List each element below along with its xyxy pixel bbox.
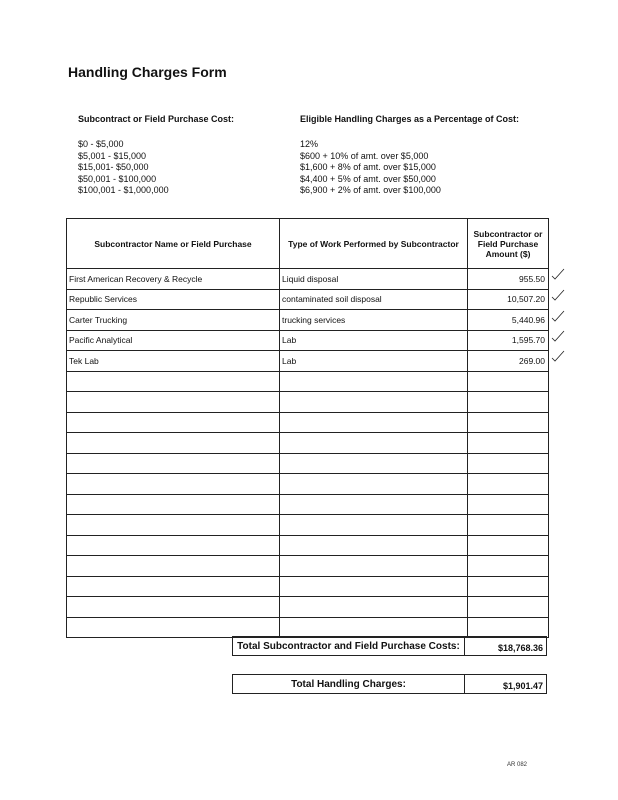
cost-range-header: Subcontract or Field Purchase Cost:: [78, 114, 235, 124]
work-cell: Liquid disposal: [280, 269, 468, 290]
name-cell: First American Recovery & Recycle: [67, 269, 280, 290]
name-column-header: Subcontractor Name or Field Purchase: [67, 219, 280, 269]
total-costs-value: $18,768.36: [497, 643, 543, 653]
table-row: [67, 330, 549, 351]
amount-cell: [468, 494, 549, 515]
cost-range-item: $5,001 - $15,000: [78, 150, 147, 161]
table-row: [67, 453, 549, 474]
amount-cell: [468, 433, 549, 454]
amount-cell: 1,595.70: [468, 330, 549, 351]
table-row: [67, 269, 549, 290]
amount-cell: 5,440.96: [468, 310, 549, 331]
amount-cell: [468, 556, 549, 577]
form-title: Handling Charges Form: [68, 64, 227, 80]
amount-cell: [468, 576, 549, 597]
table-row: [67, 392, 549, 413]
name-cell: [67, 535, 280, 556]
work-cell: [280, 617, 468, 638]
name-cell: [67, 392, 280, 413]
name-cell: [67, 453, 280, 474]
amount-cell: 10,507.20: [468, 289, 549, 310]
handling-rate-item: $600 + 10% of amt. over $5,000: [300, 150, 429, 161]
name-cell: [67, 494, 280, 515]
table-row: [67, 412, 549, 433]
amount-cell: [468, 412, 549, 433]
total-handling-label: Total Handling Charges:: [233, 675, 465, 693]
handling-rate-list: [300, 139, 441, 197]
handling-rate-item: $1,600 + 8% of amt. over $15,000: [300, 162, 436, 172]
amount-column-header: Subcontractor or Field Purchase Amount ($): [468, 219, 549, 269]
work-cell: Lab: [280, 351, 468, 372]
work-cell: Lab: [280, 330, 468, 351]
amount-cell: [468, 535, 549, 556]
cost-range-item: $15,001- $50,000: [78, 162, 149, 172]
checkmark-icon: [551, 289, 565, 301]
table-row: [67, 556, 549, 577]
work-cell: contaminated soil disposal: [280, 289, 468, 310]
table-row: [67, 535, 549, 556]
table-row: [67, 515, 549, 536]
table-row: [67, 351, 549, 372]
handling-rate-item: $6,900 + 2% of amt. over $100,000: [300, 185, 441, 195]
total-handling-value: $1,901.47: [502, 681, 543, 691]
amount-cell: [468, 453, 549, 474]
amount-cell: [468, 371, 549, 392]
table-header-row: [67, 219, 549, 269]
amount-cell: [468, 515, 549, 536]
work-cell: [280, 515, 468, 536]
name-cell: [67, 371, 280, 392]
total-costs-box: [232, 636, 547, 656]
handling-rate-item: $4,400 + 5% of amt. over $50,000: [300, 173, 436, 184]
name-cell: [67, 433, 280, 454]
amount-cell: 955.50: [468, 269, 549, 290]
checkmark-icon: [551, 330, 565, 342]
table-row: [67, 289, 549, 310]
cost-range-item: $50,001 - $100,000: [78, 173, 157, 184]
name-cell: Carter Trucking: [67, 310, 280, 331]
amount-cell: [468, 474, 549, 495]
name-cell: [67, 576, 280, 597]
work-cell: [280, 371, 468, 392]
handling-rate-item: 12%: [300, 139, 319, 149]
subcontractor-table: [66, 218, 549, 638]
name-cell: [67, 515, 280, 536]
work-cell: [280, 474, 468, 495]
work-cell: [280, 494, 468, 515]
name-cell: Republic Services: [67, 289, 280, 310]
table-row: [67, 617, 549, 638]
work-cell: [280, 412, 468, 433]
amount-cell: [468, 617, 549, 638]
table-row: [67, 310, 549, 331]
handling-rate-header: Eligible Handling Charges as a Percentage of Cost:: [300, 114, 520, 124]
work-cell: [280, 556, 468, 577]
work-cell: [280, 392, 468, 413]
checkmark-icon: [551, 268, 565, 280]
cost-range-list: [78, 139, 169, 197]
name-cell: Tek Lab: [67, 351, 280, 372]
cost-range-item: $100,001 - $1,000,000: [78, 185, 169, 195]
name-cell: [67, 474, 280, 495]
name-cell: [67, 617, 280, 638]
work-cell: [280, 433, 468, 454]
checkmark-icon: [551, 350, 565, 362]
amount-cell: 269.00: [468, 351, 549, 372]
table-row: [67, 597, 549, 618]
work-cell: [280, 453, 468, 474]
work-column-header: Type of Work Performed by Subcontractor: [280, 219, 468, 269]
name-cell: Pacific Analytical: [67, 330, 280, 351]
work-cell: [280, 576, 468, 597]
cost-range-item: $0 - $5,000: [78, 139, 124, 149]
table-row: [67, 576, 549, 597]
name-cell: [67, 556, 280, 577]
name-cell: [67, 412, 280, 433]
table-row: [67, 371, 549, 392]
amount-cell: [468, 392, 549, 413]
table-row: [67, 474, 549, 495]
total-handling-box: [232, 674, 547, 694]
page-number: AR 082: [507, 762, 528, 768]
total-costs-label: Total Subcontractor and Field Purchase Costs:: [233, 637, 465, 655]
work-cell: [280, 597, 468, 618]
table-row: [67, 494, 549, 515]
work-cell: [280, 535, 468, 556]
checkmark-icon: [551, 310, 565, 322]
amount-cell: [468, 597, 549, 618]
work-cell: trucking services: [280, 310, 468, 331]
name-cell: [67, 597, 280, 618]
table-row: [67, 433, 549, 454]
